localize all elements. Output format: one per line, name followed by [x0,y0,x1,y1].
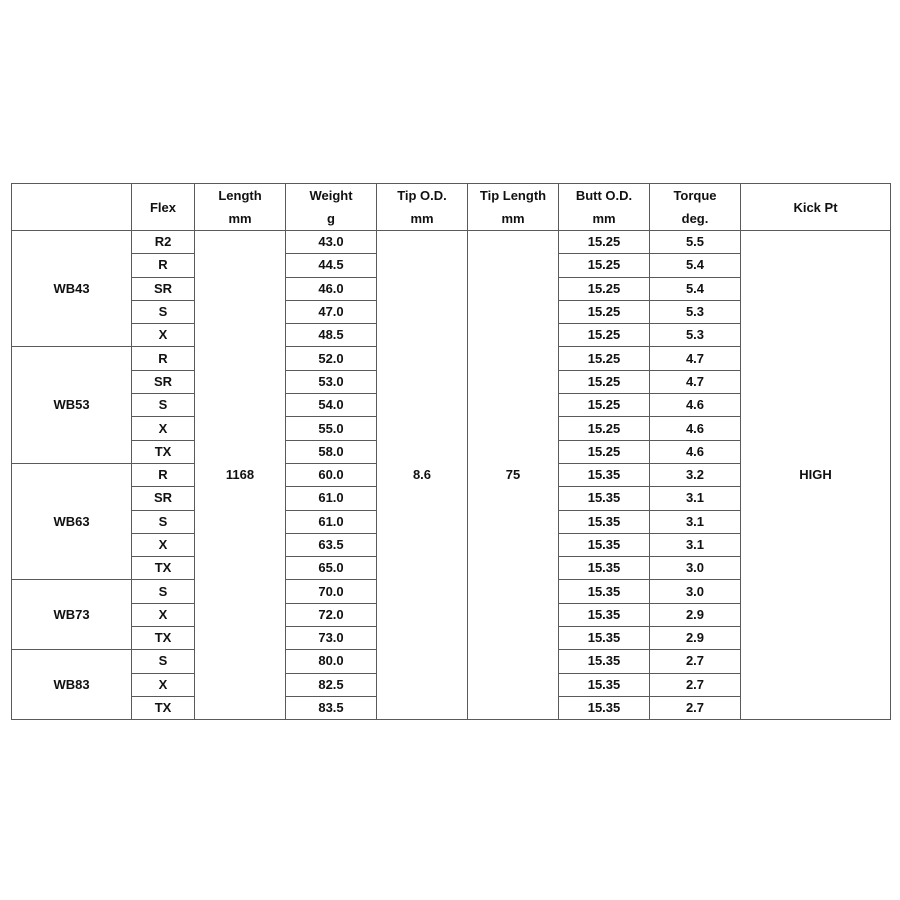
flex-cell: S [132,300,195,323]
torque-cell: 3.0 [650,580,741,603]
header-torque [650,184,741,231]
weight-cell: 73.0 [286,627,377,650]
spec-table-body [12,231,891,720]
butt-od-cell: 15.35 [559,463,650,486]
weight-cell: 53.0 [286,370,377,393]
weight-cell: 52.0 [286,347,377,370]
torque-cell: 4.7 [650,370,741,393]
butt-od-cell: 15.35 [559,673,650,696]
flex-cell: S [132,394,195,417]
torque-cell: 2.7 [650,696,741,719]
flex-cell: TX [132,557,195,580]
butt-od-cell: 15.35 [559,557,650,580]
header-torque-unit: deg. [681,211,709,226]
butt-od-cell: 15.35 [559,487,650,510]
torque-cell: 2.7 [650,673,741,696]
model-cell: WB73 [12,580,132,650]
kick-pt-cell: HIGH [741,231,891,720]
butt-od-cell: 15.25 [559,370,650,393]
tip-length-cell: 75 [468,231,559,720]
weight-cell: 43.0 [286,231,377,254]
flex-cell: SR [132,277,195,300]
butt-od-cell: 15.35 [559,510,650,533]
header-tip-od-label: Tip O.D. [397,188,447,203]
butt-od-cell: 15.25 [559,300,650,323]
weight-cell: 70.0 [286,580,377,603]
butt-od-cell: 15.35 [559,627,650,650]
torque-cell: 4.6 [650,417,741,440]
weight-cell: 63.5 [286,533,377,556]
header-butt-od-label: Butt O.D. [575,188,633,203]
torque-cell: 3.0 [650,557,741,580]
weight-cell: 54.0 [286,394,377,417]
weight-cell: 61.0 [286,510,377,533]
torque-cell: 3.1 [650,510,741,533]
model-cell: WB83 [12,650,132,720]
weight-cell: 82.5 [286,673,377,696]
header-kick-pt: Kick Pt [741,184,891,231]
weight-cell: 60.0 [286,463,377,486]
flex-cell: X [132,324,195,347]
header-model [12,184,132,231]
weight-cell: 80.0 [286,650,377,673]
flex-cell: SR [132,487,195,510]
flex-cell: SR [132,370,195,393]
weight-cell: 44.5 [286,254,377,277]
torque-cell: 3.1 [650,533,741,556]
header-tip-length [468,184,559,231]
butt-od-cell: 15.35 [559,533,650,556]
model-cell: WB53 [12,347,132,463]
torque-cell: 4.6 [650,440,741,463]
butt-od-cell: 15.25 [559,231,650,254]
spec-table [11,183,891,720]
torque-cell: 5.3 [650,324,741,347]
weight-cell: 46.0 [286,277,377,300]
torque-cell: 2.9 [650,627,741,650]
header-weight [286,184,377,231]
torque-cell: 2.7 [650,650,741,673]
header-flex: Flex [132,184,195,231]
weight-cell: 61.0 [286,487,377,510]
weight-cell: 58.0 [286,440,377,463]
header-tip-od-unit: mm [410,211,434,226]
header-length [195,184,286,231]
flex-cell: R [132,254,195,277]
weight-cell: 47.0 [286,300,377,323]
butt-od-cell: 15.25 [559,347,650,370]
butt-od-cell: 15.25 [559,417,650,440]
butt-od-cell: 15.35 [559,696,650,719]
butt-od-cell: 15.25 [559,254,650,277]
torque-cell: 3.2 [650,463,741,486]
header-weight-label: Weight [309,188,353,203]
flex-cell: S [132,510,195,533]
torque-cell: 4.6 [650,394,741,417]
weight-cell: 55.0 [286,417,377,440]
butt-od-cell: 15.35 [559,603,650,626]
model-cell: WB43 [12,231,132,347]
length-cell: 1168 [195,231,286,720]
header-butt-od-unit: mm [592,211,616,226]
flex-cell: R2 [132,231,195,254]
weight-cell: 83.5 [286,696,377,719]
weight-cell: 72.0 [286,603,377,626]
torque-cell: 5.4 [650,277,741,300]
header-weight-unit: g [327,211,335,226]
torque-cell: 5.5 [650,231,741,254]
flex-cell: X [132,673,195,696]
model-cell: WB63 [12,463,132,579]
header-tip-length-unit: mm [501,211,525,226]
flex-cell: TX [132,627,195,650]
torque-cell: 4.7 [650,347,741,370]
flex-cell: X [132,533,195,556]
header-tip-od [377,184,468,231]
torque-cell: 5.3 [650,300,741,323]
flex-cell: R [132,347,195,370]
header-row [12,184,891,231]
header-butt-od [559,184,650,231]
flex-cell: X [132,603,195,626]
weight-cell: 48.5 [286,324,377,347]
butt-od-cell: 15.35 [559,580,650,603]
header-length-label: Length [218,188,262,203]
butt-od-cell: 15.25 [559,324,650,347]
torque-cell: 2.9 [650,603,741,626]
flex-cell: X [132,417,195,440]
torque-cell: 5.4 [650,254,741,277]
header-length-unit: mm [228,211,252,226]
flex-cell: S [132,650,195,673]
butt-od-cell: 15.25 [559,394,650,417]
header-torque-label: Torque [673,188,717,203]
flex-cell: TX [132,696,195,719]
weight-cell: 65.0 [286,557,377,580]
butt-od-cell: 15.25 [559,277,650,300]
flex-cell: TX [132,440,195,463]
table-row [12,231,891,254]
flex-cell: R [132,463,195,486]
tip-od-cell: 8.6 [377,231,468,720]
flex-cell: S [132,580,195,603]
butt-od-cell: 15.25 [559,440,650,463]
torque-cell: 3.1 [650,487,741,510]
header-tip-length-label: Tip Length [479,188,547,203]
butt-od-cell: 15.35 [559,650,650,673]
